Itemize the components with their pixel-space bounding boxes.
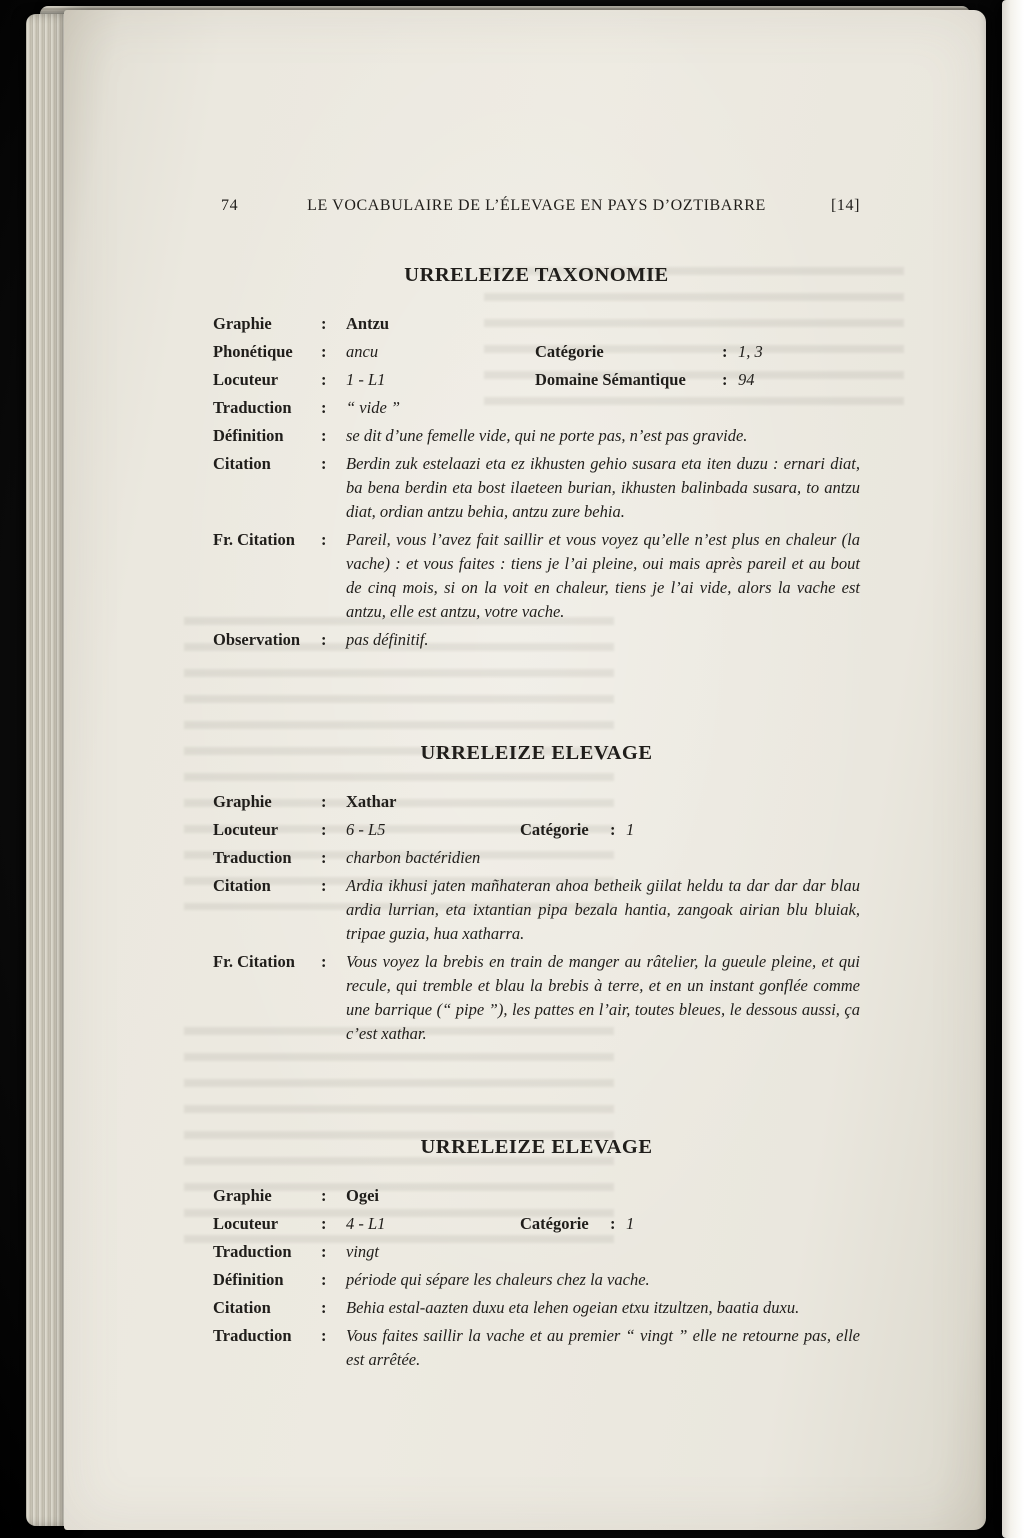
entry-row	[213, 1296, 860, 1320]
page-number: 74	[221, 197, 239, 214]
row-colon: :	[321, 820, 327, 839]
row-secondary-colon: :	[610, 1214, 616, 1233]
section-title: URRELEIZE ELEVAGE	[420, 1136, 653, 1158]
row-value: se dit d’une femelle vide, qui ne porte pas, n’est pas gravide.	[346, 426, 748, 445]
entry-row	[213, 312, 860, 336]
entry-row	[213, 818, 860, 842]
section-title: URRELEIZE TAXONOMIE	[404, 264, 669, 286]
row-value: ancu	[346, 342, 379, 361]
row-value: Antzu	[346, 314, 390, 333]
entry-row	[213, 628, 860, 652]
book-page	[64, 10, 986, 1530]
row-value: Xathar	[346, 792, 397, 811]
row-label: Locuteur	[213, 820, 279, 839]
row-label: Phonétique	[213, 342, 293, 361]
row-value: pas définitif.	[346, 630, 429, 649]
entry-row	[213, 452, 860, 524]
row-label: Définition	[213, 426, 284, 445]
row-label: Traduction	[213, 848, 292, 867]
row-colon: :	[321, 876, 327, 895]
row-secondary-value: 1, 3	[738, 342, 763, 361]
row-secondary-label: Domaine Sémantique	[535, 370, 686, 389]
row-value: Vous faites saillir la vache et au premier “ vingt ” elle ne retourne pas, elle est arrêtée.	[346, 1326, 860, 1369]
entry-row	[213, 1324, 860, 1372]
entry-row	[213, 790, 860, 814]
row-label: Observation	[213, 630, 301, 649]
row-value: Berdin zuk estelaazi eta ez ikhusten gehio susara eta iten duzu : ernari diat, ba bena berdin eta bost ilaeteen burian, ikhusten balinbada susara, to antzu diat, ordian antzu behia, antzu zure behia.	[346, 454, 860, 521]
row-secondary-value: 94	[738, 370, 755, 389]
dictionary-entry	[213, 1134, 860, 1372]
row-secondary-pair	[520, 1212, 634, 1236]
entry-row	[213, 950, 860, 1046]
running-header	[213, 194, 860, 220]
row-colon: :	[321, 370, 327, 389]
row-label: Locuteur	[213, 1214, 279, 1233]
entry-row	[213, 424, 860, 448]
row-value: période qui sépare les chaleurs chez la vache.	[346, 1270, 650, 1289]
row-colon: :	[321, 1298, 327, 1317]
entry-row	[213, 528, 860, 624]
row-colon: :	[321, 426, 327, 445]
row-secondary-value: 1	[626, 820, 635, 839]
entry-row	[213, 396, 860, 420]
row-label: Citation	[213, 876, 271, 895]
entry-row	[213, 1184, 860, 1208]
row-label: Fr. Citation	[213, 530, 295, 549]
row-secondary-label: Catégorie	[535, 342, 604, 361]
row-secondary-colon: :	[610, 820, 616, 839]
row-value: “ vide ”	[346, 398, 401, 417]
section-title: URRELEIZE ELEVAGE	[420, 742, 653, 764]
row-secondary-pair	[520, 818, 634, 842]
row-value: charbon bactéridien	[346, 848, 481, 867]
row-label: Définition	[213, 1270, 284, 1289]
row-value: Ogei	[346, 1186, 379, 1205]
row-colon: :	[321, 630, 327, 649]
folio-number: [14]	[830, 197, 860, 214]
row-label: Traduction	[213, 1242, 292, 1261]
running-title: LE VOCABULAIRE DE L’ÉLEVAGE EN PAYS D’OZTIBARRE	[307, 197, 766, 214]
dictionary-entry	[213, 262, 860, 652]
row-colon: :	[321, 1270, 327, 1289]
row-label: Locuteur	[213, 370, 279, 389]
row-colon: :	[321, 848, 327, 867]
entry-row	[213, 368, 860, 392]
row-secondary-label: Catégorie	[520, 1214, 589, 1233]
row-value: Ardia ikhusi jaten mañhateran ahoa betheik giilat heldu ta dar dar dar blau ardia lurrian, eta ixtantian pipa bezala hantia, zangoak airian blu bluiak, tripae guzia, hua xatharra.	[346, 876, 860, 943]
entry-row	[213, 340, 860, 364]
row-value: Vous voyez la brebis en train de manger au râtelier, la gueule pleine, et qui recule, qui tremble et blau la brebis à terre, et en un instant gonflée comme une barrique (“ pipe ”), les pattes en l’air, toutes bleues, le dessous aussi, ça c’est xathar.	[346, 952, 860, 1043]
entry-row	[213, 1240, 860, 1264]
row-value: vingt	[346, 1242, 379, 1261]
row-value: Behia estal-aazten duxu eta lehen ogeian etxu itzultzen, baatia duxu.	[346, 1298, 800, 1317]
next-page-edge	[1002, 0, 1024, 1538]
row-colon: :	[321, 398, 327, 417]
dictionary-entry	[213, 740, 860, 1046]
row-label: Citation	[213, 454, 271, 473]
row-value: 4 - L1	[346, 1214, 386, 1233]
row-colon: :	[321, 1326, 327, 1345]
row-colon: :	[321, 1186, 327, 1205]
row-colon: :	[321, 454, 327, 473]
row-label: Graphie	[213, 1186, 272, 1205]
row-secondary-colon: :	[722, 370, 728, 389]
row-colon: :	[321, 530, 327, 549]
row-label: Graphie	[213, 792, 272, 811]
row-colon: :	[321, 952, 327, 971]
row-value: 6 - L5	[346, 820, 386, 839]
row-secondary-colon: :	[722, 342, 728, 361]
row-secondary-pair	[535, 340, 763, 364]
entry-row	[213, 1212, 860, 1236]
row-label: Traduction	[213, 1326, 292, 1345]
entry-row	[213, 1268, 860, 1292]
entry-row	[213, 846, 860, 870]
row-label: Traduction	[213, 398, 292, 417]
row-colon: :	[321, 1242, 327, 1261]
entry-row	[213, 874, 860, 946]
row-colon: :	[321, 342, 327, 361]
row-label: Fr. Citation	[213, 952, 295, 971]
entries	[213, 262, 860, 1372]
row-secondary-label: Catégorie	[520, 820, 589, 839]
row-value: 1 - L1	[346, 370, 386, 389]
row-colon: :	[321, 792, 327, 811]
row-label: Graphie	[213, 314, 272, 333]
page-content	[64, 10, 986, 1372]
row-label: Citation	[213, 1298, 271, 1317]
row-colon: :	[321, 314, 327, 333]
row-secondary-pair	[535, 368, 755, 392]
row-secondary-value: 1	[626, 1214, 635, 1233]
row-colon: :	[321, 1214, 327, 1233]
row-value: Pareil, vous l’avez fait saillir et vous voyez qu’elle n’est plus en chaleur (la vache) : et vous faites : tiens je l’ai pleine, oui mais après pareil et au bout de cinq mois, si on la voit en chaleur, tiens je l’ai vide, alors la vache est antzu, elle est antzu, votre vache.	[346, 530, 860, 621]
